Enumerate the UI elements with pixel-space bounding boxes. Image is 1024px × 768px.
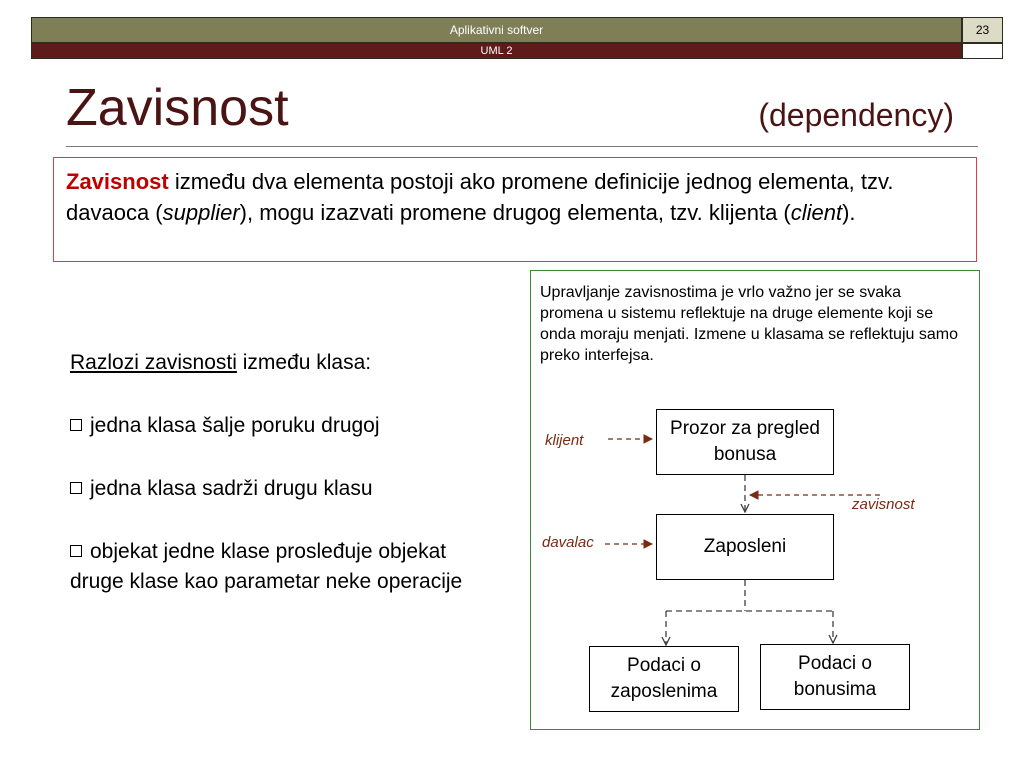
topic-title: UML 2 xyxy=(480,45,513,57)
class-box-prozor-label: Prozor za pregled bonusa xyxy=(670,418,820,465)
definition-supplier: supplier xyxy=(162,200,240,225)
class-box-zaposleni-label: Zaposleni xyxy=(703,536,787,557)
class-box-podaci-zaposlenima-label: Podaci o zaposlenima xyxy=(610,655,718,702)
definition-text-3: ). xyxy=(842,200,856,225)
label-klijent: klijent xyxy=(545,432,584,449)
class-box-zaposleni xyxy=(656,514,834,580)
label-davalac: davalac xyxy=(542,534,594,551)
reason-item-2: jedna klasa sadrži drugu klasu xyxy=(90,477,373,500)
label-zavisnost: zavisnost xyxy=(852,496,915,513)
slide-number: 23 xyxy=(962,17,1003,43)
reason-item-3: objekat jedne klase prosleđuje objekat druge klase kao parametar neke operacije xyxy=(70,540,463,593)
slide-subtitle: (dependency) xyxy=(758,97,954,133)
diagram-note: Upravljanje zavisnostima je vrlo važno jer se svaka promena u sistemu reflektuje na druge elemente koji se onda moraju menjati. Izmene u klasama se reflektuju samo preko interfejsa. xyxy=(540,284,958,364)
class-box-podaci-bonusima-label: Podaci o bonusima xyxy=(793,653,877,700)
reasons-heading-underlined: Razlozi zavisnosti xyxy=(70,351,237,374)
class-box-podaci-bonusima xyxy=(760,644,910,710)
definition-client: client xyxy=(790,200,843,225)
reason-item-1: jedna klasa šalje poruku drugoj xyxy=(90,414,380,437)
definition-text-1: između dva elementa postoji ako promene definicije jednog elementa, tzv. davaoca ( xyxy=(66,169,894,225)
reasons-heading-rest: između klasa: xyxy=(236,351,372,374)
course-title: Aplikativni softver xyxy=(449,23,544,37)
definition-text-2: ), mogu izazvati promene drugog elementa, tzv. klijenta ( xyxy=(239,200,791,225)
slide-title: Zavisnost xyxy=(66,79,289,137)
class-box-podaci-zaposlenima xyxy=(589,646,739,712)
definition-term: Zavisnost xyxy=(66,169,169,194)
class-box-prozor xyxy=(656,409,834,475)
